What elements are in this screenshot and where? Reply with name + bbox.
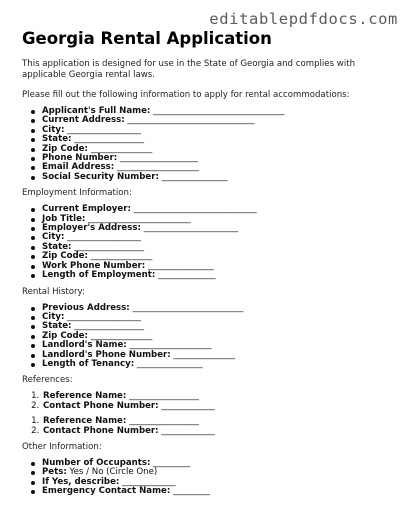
rental-history-fields-list bbox=[22, 304, 394, 370]
field-length-of-employment bbox=[42, 271, 394, 280]
pets-choice-note[interactable]: Yes / No (Circle One) bbox=[69, 467, 158, 478]
fill-blank[interactable]: ________________ bbox=[161, 171, 228, 182]
field-label: Employer's Address: bbox=[42, 223, 141, 234]
field-label: Contact Phone Number: bbox=[43, 400, 159, 411]
fill-blank[interactable]: _______________________ bbox=[143, 223, 238, 234]
fill-blank[interactable]: ________________ bbox=[147, 260, 214, 271]
field-label: Email Address: bbox=[42, 162, 115, 173]
intro-paragraph: This application is designed for use in the State of Georgia and complies with applicable Georgia rental laws. bbox=[22, 59, 356, 80]
field-label: Zip Code: bbox=[42, 143, 88, 154]
field-label: City: bbox=[42, 232, 65, 243]
fill-blank[interactable]: ____________________ bbox=[116, 162, 199, 173]
fill-blank[interactable]: _________________ bbox=[129, 391, 199, 402]
field-label: State: bbox=[42, 241, 72, 252]
field-label: Landlord's Name: bbox=[42, 340, 127, 351]
employment-heading: Employment Information: bbox=[22, 188, 132, 199]
document-body bbox=[22, 59, 394, 503]
fill-blank[interactable]: ________________ bbox=[136, 358, 203, 369]
fill-blank[interactable]: _______________ bbox=[90, 330, 153, 341]
other-information-heading: Other Information: bbox=[22, 441, 102, 452]
field-label: Pets: bbox=[42, 467, 67, 478]
site-watermark: editablepdfdocs.com bbox=[209, 10, 398, 28]
field-label: State: bbox=[42, 321, 72, 332]
field-label: City: bbox=[42, 311, 65, 322]
employment-fields-list bbox=[22, 205, 394, 280]
fill-blank[interactable]: _______________ bbox=[90, 251, 153, 262]
field-label: Emergency Contact Name: bbox=[42, 486, 171, 497]
field-reference-1-phone bbox=[42, 402, 394, 411]
fill-blank[interactable]: _________________ bbox=[74, 321, 144, 332]
field-label: Landlord's Phone Number: bbox=[42, 349, 171, 360]
field-label: State: bbox=[42, 134, 72, 145]
field-label: Current Employer: bbox=[42, 204, 131, 215]
field-length-of-tenancy bbox=[42, 360, 394, 369]
field-label: Applicant's Full Name: bbox=[42, 106, 151, 116]
field-emergency-contact-name bbox=[42, 487, 394, 496]
field-label: Social Security Number: bbox=[42, 171, 159, 182]
fill-blank[interactable]: _____________ bbox=[161, 425, 215, 436]
field-label: City: bbox=[42, 124, 65, 135]
references-heading: References: bbox=[22, 375, 73, 386]
fill-blank[interactable]: ______________________________ bbox=[133, 204, 257, 215]
fill-blank[interactable]: _______________ bbox=[90, 143, 153, 154]
fill-blank[interactable]: _________________ bbox=[129, 416, 199, 427]
fill-blank[interactable]: _________ bbox=[173, 486, 210, 497]
fill-blank[interactable]: _____________ bbox=[122, 476, 176, 487]
applicant-fields-list bbox=[22, 107, 394, 182]
fill-blank[interactable]: __________________ bbox=[67, 232, 141, 243]
field-label: Zip Code: bbox=[42, 251, 88, 262]
fill-blank[interactable]: ____________________ bbox=[129, 340, 212, 351]
fill-blank[interactable]: ________________________________ bbox=[153, 106, 285, 116]
field-reference-2-phone bbox=[42, 427, 394, 436]
fill-blank[interactable]: __________________ bbox=[67, 311, 141, 322]
field-label: Reference Name: bbox=[43, 416, 127, 427]
field-label: Job Title: bbox=[42, 213, 86, 224]
document-title: Georgia Rental Application bbox=[22, 29, 272, 48]
field-label: Phone Number: bbox=[42, 153, 118, 164]
field-label: Work Phone Number: bbox=[42, 260, 146, 271]
fill-blank[interactable]: _____________ bbox=[161, 400, 215, 411]
field-social-security-number bbox=[42, 173, 394, 182]
fill-blank[interactable]: ___________________________ bbox=[132, 302, 244, 313]
field-label: Number of Occupants: bbox=[42, 457, 151, 468]
fill-blank[interactable]: _________________ bbox=[74, 134, 144, 145]
other-fields-list bbox=[22, 459, 394, 497]
field-label: Current Address: bbox=[42, 115, 125, 126]
fill-blank[interactable]: _______________ bbox=[173, 349, 235, 360]
fill-blank[interactable]: __________________ bbox=[67, 124, 141, 135]
field-label: Length of Tenancy: bbox=[42, 358, 135, 369]
reference-2-list bbox=[22, 417, 394, 436]
fill-blank[interactable]: _________ bbox=[153, 457, 191, 468]
fill-blank[interactable]: ___________________ bbox=[119, 153, 198, 164]
instructions-paragraph: Please fill out the following information to apply for rental accommodations: bbox=[22, 90, 350, 100]
fill-blank[interactable]: _________________________ bbox=[88, 213, 191, 224]
fill-blank[interactable]: ______________ bbox=[158, 270, 216, 281]
field-label: Length of Employment: bbox=[42, 270, 156, 281]
fill-blank[interactable]: _________________ bbox=[74, 241, 144, 252]
field-label: Zip Code: bbox=[42, 330, 88, 341]
rental-history-heading: Rental History: bbox=[22, 286, 85, 297]
field-label: Previous Address: bbox=[42, 302, 130, 313]
fill-blank[interactable]: _______________________________ bbox=[127, 115, 255, 126]
field-label: If Yes, describe: bbox=[42, 476, 120, 487]
field-label: Reference Name: bbox=[43, 391, 127, 402]
field-label: Contact Phone Number: bbox=[43, 425, 159, 436]
reference-1-list bbox=[22, 392, 394, 411]
